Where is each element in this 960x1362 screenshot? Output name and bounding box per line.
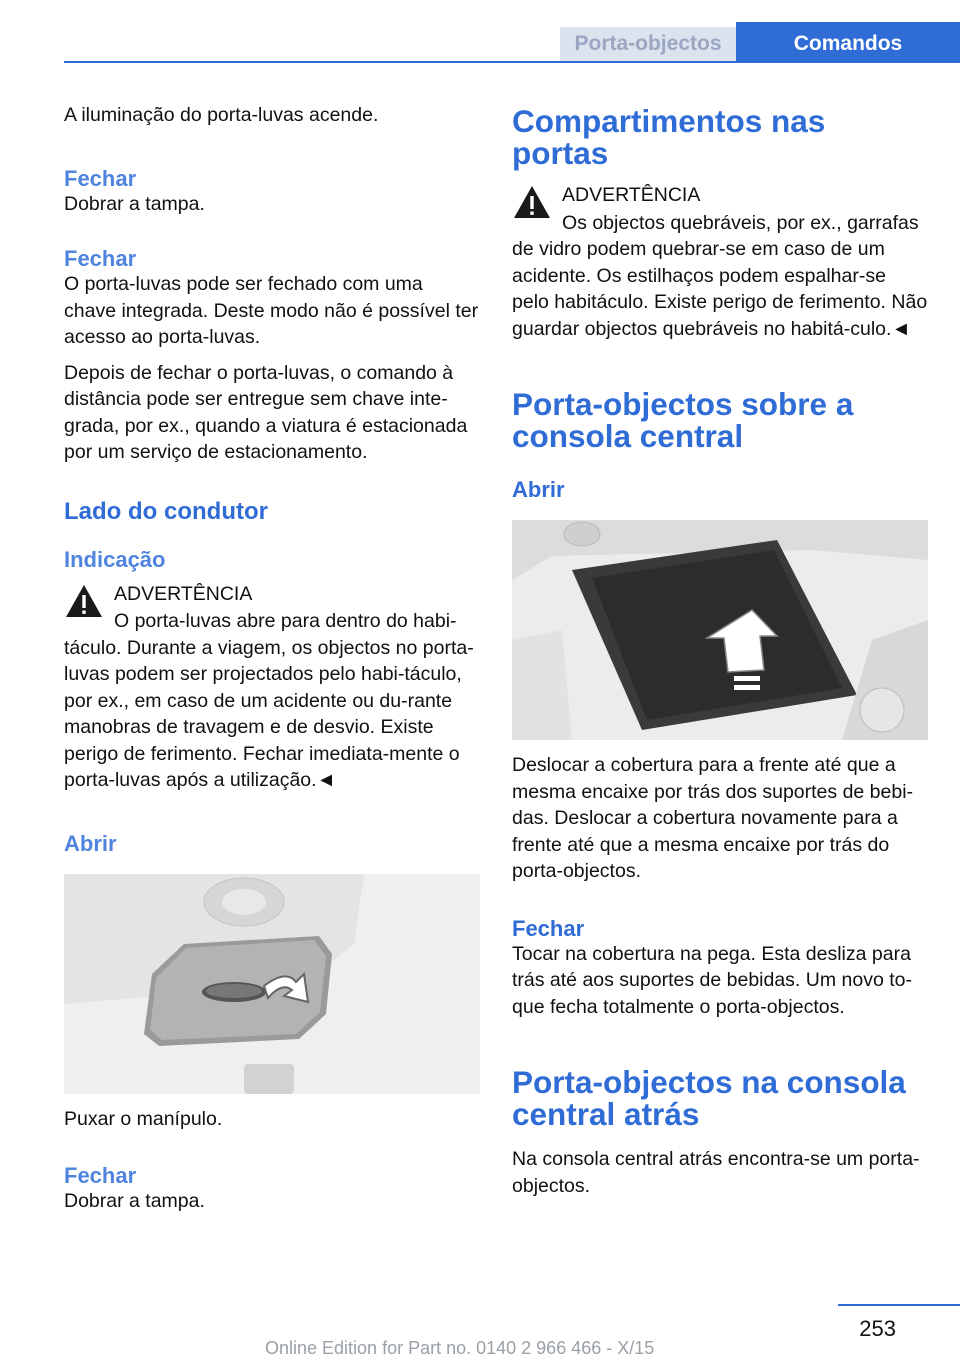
close-heading: Fechar	[512, 915, 585, 941]
touch-cover-text: Tocar na cobertura na pega. Esta desliza para trás até aos suportes de bebidas. Um novo to‐que fecha totalmente o porta-objectos.	[512, 942, 912, 1018]
warning-triangle-icon	[512, 184, 552, 220]
glovebox-illustration	[64, 874, 480, 1094]
slide-cover-text: Deslocar a cobertura para a frente até que a mesma encaixe por trás dos suportes de bebi‐das. Deslocar a cobertura novamente para a frente até que a mesma encaixe por trás do porta-objectos.	[512, 754, 914, 882]
page-number: 253	[859, 1316, 896, 1341]
close-lock-text: O porta-luvas pode ser fechado com uma chave integrada. Deste modo não é possível ter acesso ao porta-luvas.	[64, 273, 479, 348]
chapter-tab[interactable]: Comandos	[736, 22, 960, 62]
open-heading: Abrir	[64, 830, 117, 856]
warning-text: de vidro podem quebrar-se em caso de um acidente. Os estilhaços podem espalhar-se pelo habitáculo. Existe perigo de ferimento. Não guardar objectos quebráveis no habitá‐culo.◄	[512, 238, 928, 340]
glovebox-light-text: A iluminação do porta-luvas acende.	[64, 104, 379, 126]
close-text: Dobrar a tampa.	[64, 192, 205, 215]
console-figure	[512, 520, 928, 740]
warning-title: ADVERTÊNCIA	[562, 184, 701, 206]
right-column	[512, 100, 928, 1199]
close-heading: Fechar	[64, 246, 137, 271]
warning-title: ADVERTÊNCIA	[114, 582, 253, 605]
rear-console-text: Na consola central atrás encontra-se um porta-objectos.	[512, 1148, 920, 1197]
warning-triangle-icon	[64, 583, 104, 619]
rear-console-heading: Porta-objectos na consola central atrás	[512, 1064, 906, 1132]
warning-text: táculo. Durante a viagem, os objectos no porta-luvas podem ser projectados pelo habi‐táculo, por ex., em caso de um acidente ou du‐rante manobras de travagem e de desvio. Existe perigo de ferimento. Fechar imediata‐mente o porta-luvas após a utilização.◄	[64, 636, 474, 791]
driver-side-heading: Lado do condutor	[64, 497, 268, 525]
close-heading: Fechar	[64, 165, 137, 191]
door-compartments-warning	[512, 182, 928, 342]
left-column	[64, 100, 480, 1215]
glovebox-figure	[64, 874, 480, 1094]
page-header	[0, 0, 960, 62]
indication-heading: Indicação	[64, 546, 166, 572]
pull-handle-text: Puxar o manípulo.	[64, 1107, 223, 1130]
close-heading: Fechar	[64, 1163, 137, 1188]
footer-rule	[838, 1304, 960, 1306]
warning-text-line: O porta-luvas abre para dentro do habi‐	[114, 610, 457, 632]
door-compartments-heading: Compartimentos nas portas	[512, 103, 826, 171]
glovebox-warning	[64, 581, 480, 794]
header-rule	[64, 61, 960, 63]
console-illustration	[512, 520, 928, 740]
section-tab[interactable]: Porta-objectos	[560, 27, 736, 62]
close-text: Dobrar a tampa.	[64, 1190, 205, 1212]
valet-key-text: Depois de fechar o porta-luvas, o comando à distância pode ser entregue sem chave inte‐grada, por ex., quando a viatura é estacionada por um serviço de estacionamento.	[64, 361, 468, 463]
edition-footer: Online Edition for Part no. 0140 2 966 466 - X/15	[265, 1338, 655, 1358]
open-heading: Abrir	[512, 477, 565, 502]
center-console-heading: Porta-objectos sobre a consola central	[512, 386, 854, 454]
warning-text-line: Os objectos quebráveis, por ex., garrafas	[562, 211, 919, 234]
